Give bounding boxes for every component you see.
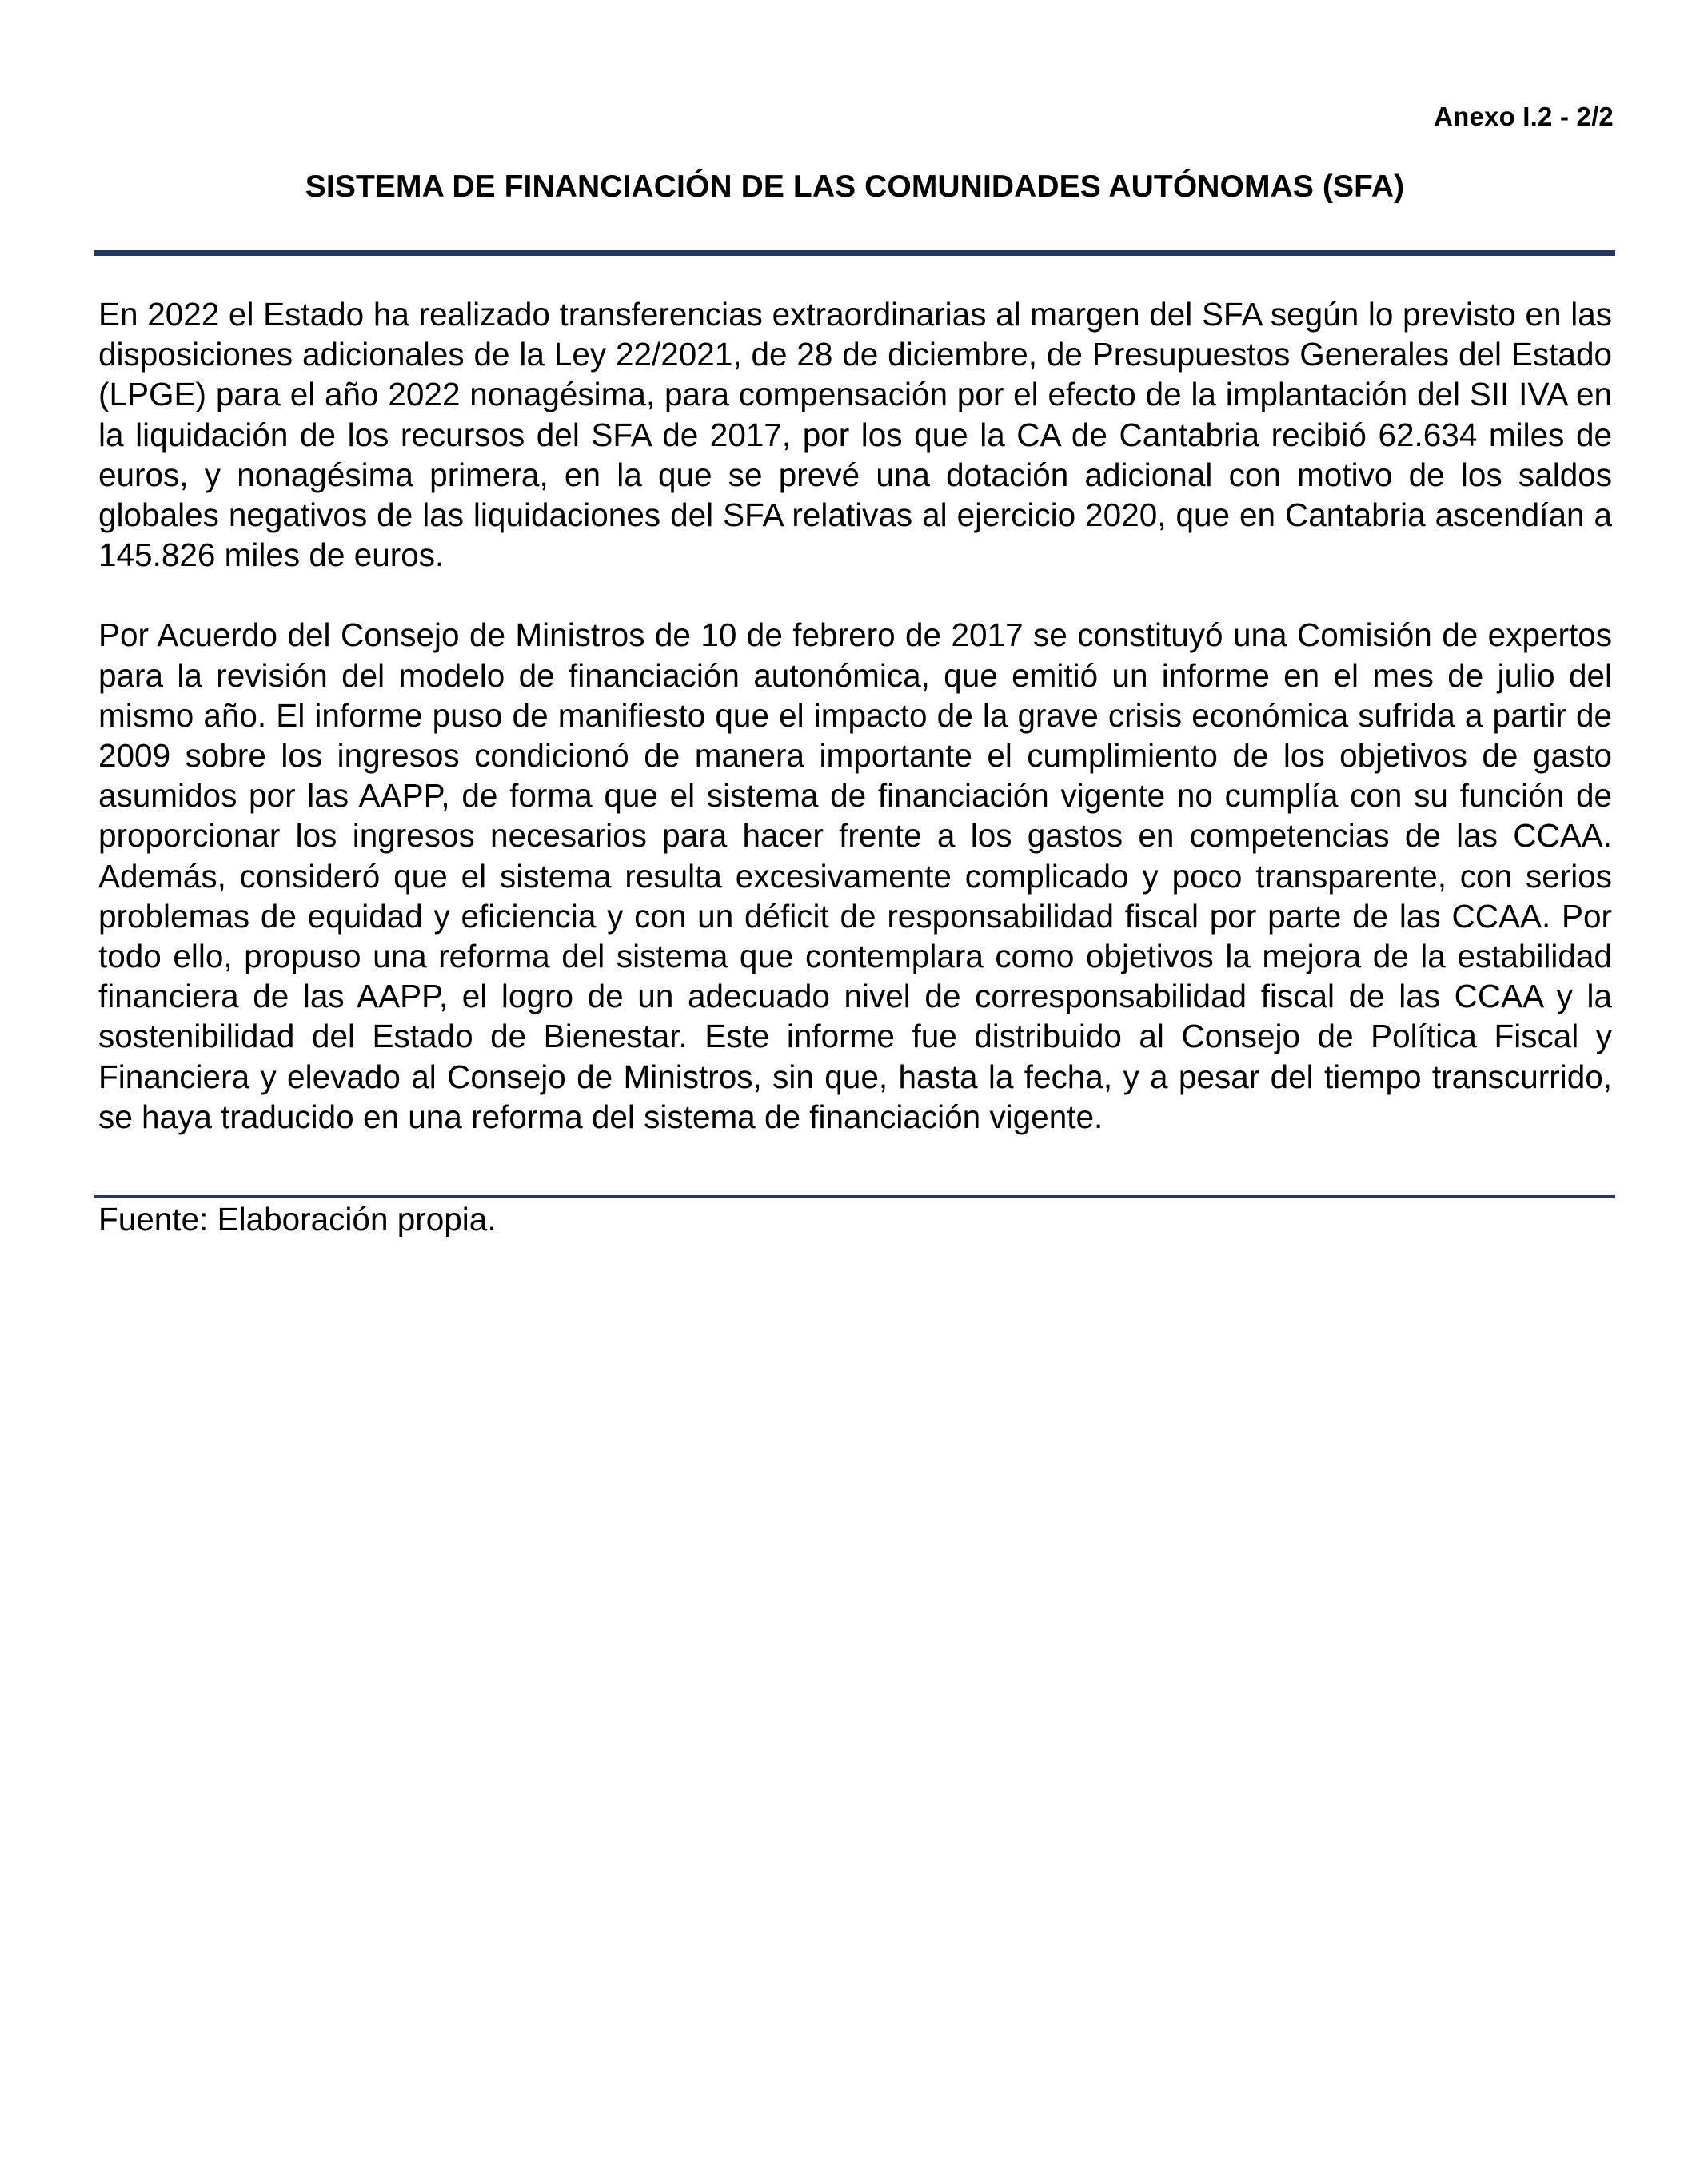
paragraph-2: Por Acuerdo del Consejo de Ministros de 10 de febrero de 2017 se constituyó una Comisión de expertos para la revisión del modelo de financiación autonómica, que emitió un informe en el mes de julio del mismo año. El informe puso de manifiesto que el impacto de la grave crisis económica sufrida a partir de 2009 sobre los ingresos condicionó de manera importante el cumplimiento de los objetivos de gasto asumidos por las AAPP, de forma que el sistema de financiación vigente no cumplía con su función de proporcionar los ingresos necesarios para hacer frente a los gastos en competencias de las CCAA. Además, consideró que el sistema resulta excesivamente complicado y poco transparente, con serios problemas de equidad y eficiencia y con un déficit de responsabilidad fiscal por parte de las CCAA. Por todo ello, propuso una reforma del sistema que contemplara como objetivos la mejora de la estabilidad financiera de las AAPP, el logro de un adecuado nivel de corresponsabilidad fiscal de las CCAA y la sostenibilidad del Estado de Bienestar. Este informe fue distribuido al Consejo de Política Fiscal y Financiera y elevado al Consejo de Ministros, sin que, hasta la fecha, y a pesar del tiempo transcurrido, se haya traducido en una reforma del sistema de financiación vigente.: [98, 616, 1612, 1135]
page-title: SISTEMA DE FINANCIACIÓN DE LAS COMUNIDADES AUTÓNOMAS (SFA): [305, 169, 1405, 204]
annex-label: Anexo I.2 - 2/2: [1434, 102, 1614, 131]
footer-divider: [94, 1195, 1615, 1198]
title-divider: [94, 250, 1615, 256]
source-note: Fuente: Elaboración propia.: [98, 1201, 497, 1237]
body-text: [98, 294, 1612, 1137]
paragraph-1: En 2022 el Estado ha realizado transferencias extraordinarias al margen del SFA según lo previsto en las disposiciones adicionales de la Ley 22/2021, de 28 de diciembre, de Presupuestos Generales del Estado (LPGE) para el año 2022 nonagésima, para compensación por el efecto de la implantación del SII IVA en la liquidación de los recursos del SFA de 2017, por los que la CA de Cantabria recibió 62.634 miles de euros, y nonagésima primera, en la que se prevé una dotación adicional con motivo de los saldos globales negativos de las liquidaciones del SFA relativas al ejercicio 2020, que en Cantabria ascendían a 145.826 miles de euros.: [98, 296, 1612, 574]
